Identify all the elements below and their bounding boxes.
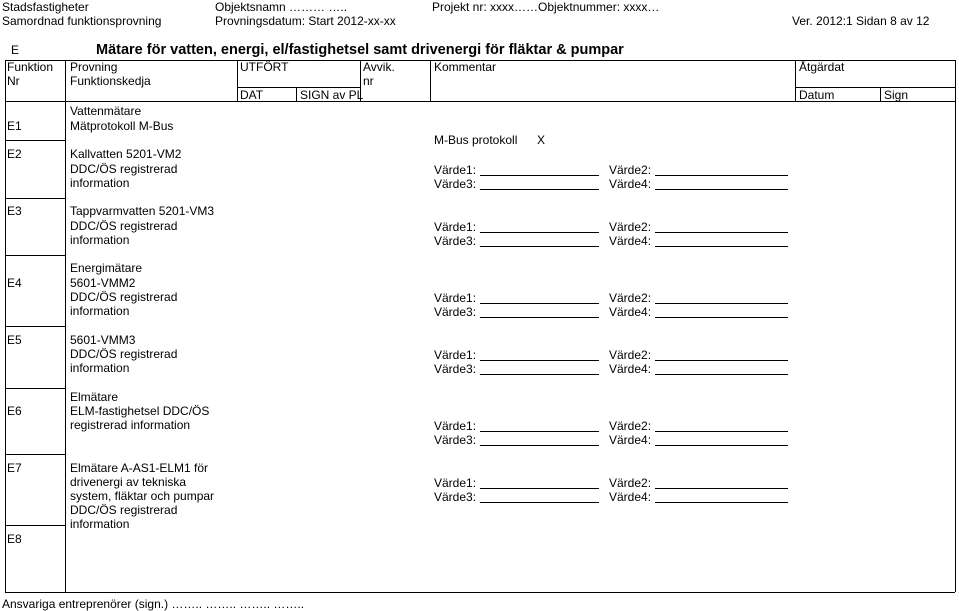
row-text-e7-line4: DDC/ÖS registrerad [70,503,178,517]
company-name: Stadsfastigheter [2,0,89,14]
value4-field[interactable] [655,374,788,375]
row-nr-e3: E3 [7,204,22,218]
row-nr-e8: E8 [7,532,22,546]
value2-label: Värde2: [609,220,652,234]
signature-line: Ansvariga entreprenörer (sign.) …….. …….. …….. …….. [2,597,305,611]
col-divider-nr [65,60,66,592]
col-header-avvik-nr: nr [363,74,374,88]
col-header-nr: Nr [7,74,20,88]
row-text-e5-line1: 5601-VMM3 [70,333,136,347]
value1-label: Värde1: [434,291,477,305]
row-text-e2-line1: Kallvatten 5201-VM2 [70,147,182,161]
value4-field[interactable] [655,246,788,247]
row-text-e3-line2: DDC/ÖS registrerad [70,219,178,233]
value3-field[interactable] [480,374,599,375]
value1-field[interactable] [480,488,599,489]
row-sep-e5 [5,388,65,389]
row-sep-e7 [5,525,65,526]
row-nr-e2: E2 [7,147,22,161]
row-nr-e4: E4 [7,276,22,290]
table-right-border [955,60,956,592]
col-header-provning: Provning [70,60,118,74]
col-header-kommentar: Kommentar [434,60,497,74]
col-header-atgardat: Åtgärdat [799,60,845,74]
value4-label: Värde4: [609,305,652,319]
row-text-e4-line1: 5601-VMM2 [70,276,136,290]
value2-label: Värde2: [609,476,652,490]
value4-label: Värde4: [609,433,652,447]
value4-field[interactable] [655,502,788,503]
value3-field[interactable] [480,246,599,247]
col-header-funktion: Funktion [7,60,54,74]
value3-label: Värde3: [434,305,477,319]
row-text-e5-line3: information [70,361,130,375]
row-text-e2-line2: DDC/ÖS registrerad [70,162,178,176]
value3-label: Värde3: [434,490,477,504]
col-header-avvik: Avvik. [363,60,395,74]
value2-label: Värde2: [609,163,652,177]
value3-field[interactable] [480,445,599,446]
row-nr-e7: E7 [7,461,22,475]
mbus-protokoll-label: M-Bus protokoll [434,133,518,147]
row-text-e5-line2: DDC/ÖS registrerad [70,347,178,361]
row-text-e7-line2: drivenergi av tekniska [70,475,187,489]
value3-label: Värde3: [434,177,477,191]
value1-label: Värde1: [434,348,477,362]
col-divider-provning [237,60,238,101]
row-text-e4-line2: DDC/ÖS registrerad [70,290,178,304]
section-letter: E [11,43,20,57]
value2-field[interactable] [655,488,788,489]
row-sep-e1 [5,140,65,141]
row-text-e4-line3: information [70,304,130,318]
value2-field[interactable] [655,232,788,233]
col-header-utfort: UTFÖRT [240,60,289,74]
row-text-e1: Mätprotokoll M-Bus [70,119,174,133]
row-text-e3-line3: information [70,233,130,247]
col-header-funktionskedja: Funktionskedja [70,74,151,88]
mbus-protokoll-mark: X [537,133,546,147]
table-bottom-border [5,592,955,593]
group-label-vattenmatare: Vattenmätare [70,104,142,118]
value3-label: Värde3: [434,234,477,248]
value4-label: Värde4: [609,177,652,191]
value2-field[interactable] [655,360,788,361]
value4-field[interactable] [655,189,788,190]
value1-field[interactable] [480,360,599,361]
value3-label: Värde3: [434,433,477,447]
value2-field[interactable] [655,175,788,176]
row-text-e7-line3: system, fläktar och pumpar [70,489,215,503]
row-nr-e5: E5 [7,333,22,347]
col-divider-avvik [430,60,431,101]
value1-field[interactable] [480,303,599,304]
row-nr-e6: E6 [7,404,22,418]
col-divider-dat [296,87,297,101]
row-sep-e6 [5,454,65,455]
row-text-e7-line1: Elmätare A-AS1-ELM1 för [70,461,209,475]
col-header-sign: Sign [884,88,909,102]
row-sep-e4 [5,326,65,327]
value2-label: Värde2: [609,419,652,433]
value1-label: Värde1: [434,419,477,433]
row-sep-e2 [5,198,65,199]
group-label-energimatare: Energimätare [70,261,143,275]
value3-field[interactable] [480,502,599,503]
version-page: Ver. 2012:1 Sidan 8 av 12 [792,14,930,28]
value1-label: Värde1: [434,163,477,177]
col-header-datum: Datum [799,88,835,102]
value1-field[interactable] [480,431,599,432]
col-divider-datum [880,87,881,101]
value2-label: Värde2: [609,348,652,362]
row-text-e6-line1: ELM-fastighetsel DDC/ÖS [70,404,210,418]
value2-label: Värde2: [609,291,652,305]
col-header-dat: DAT [240,88,264,102]
row-text-e7-line5: information [70,517,130,531]
value3-label: Värde3: [434,362,477,376]
project-number: Projekt nr: xxxx……Objektnummer: xxxx… [432,0,660,14]
project-name: Objektsnamn ……… ….. [215,0,348,14]
value4-field[interactable] [655,445,788,446]
value2-field[interactable] [655,431,788,432]
section-title: Mätare för vatten, energi, el/fastighetsel samt drivenergi för fläktar & pumpar [96,42,624,58]
value4-label: Värde4: [609,362,652,376]
value2-field[interactable] [655,303,788,304]
row-sep-e3 [5,255,65,256]
col-header-sign-av-pl: SIGN av PL [300,88,364,102]
row-text-e2-line3: information [70,176,130,190]
value4-label: Värde4: [609,490,652,504]
value4-label: Värde4: [609,234,652,248]
value4-field[interactable] [655,317,788,318]
row-text-e6-line2: registrerad information [70,418,191,432]
row-nr-e1: E1 [7,119,22,133]
value1-label: Värde1: [434,476,477,490]
test-date: Provningsdatum: Start 2012-xx-xx [215,14,396,28]
value3-field[interactable] [480,189,599,190]
value1-label: Värde1: [434,220,477,234]
row-text-e3-line1: Tappvarmvatten 5201-VM3 [70,204,215,218]
value1-field[interactable] [480,175,599,176]
value1-field[interactable] [480,232,599,233]
col-divider-kommentar [795,60,796,101]
document-title: Samordnad funktionsprovning [2,14,162,28]
group-label-elmatare: Elmätare [70,390,119,404]
value3-field[interactable] [480,317,599,318]
